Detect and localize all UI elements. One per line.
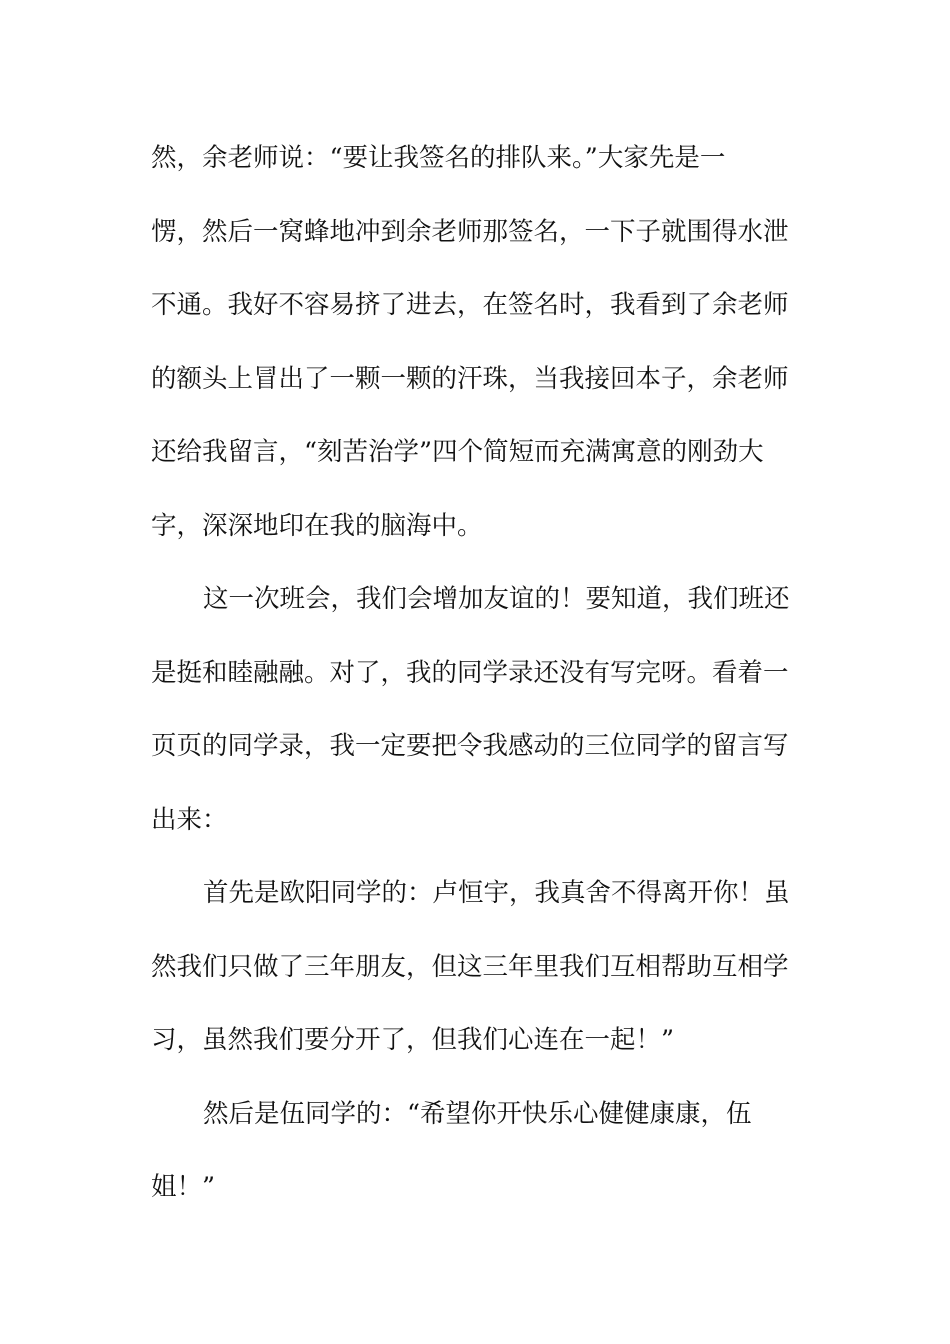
text-line: 是挺和睦融融。对了，我的同学录还没有写完呀。看着一 xyxy=(151,657,789,688)
paragraph-first-line: 这一次班会，我们会增加友谊的！要知道，我们班还 xyxy=(203,584,790,614)
text-line: 姐！” xyxy=(151,1172,216,1202)
text-line: 的额头上冒出了一颗一颗的汗珠，当我接回本子，余老师 xyxy=(151,363,789,394)
text-line: 不通。我好不容易挤了进去，在签名时，我看到了余老师 xyxy=(151,290,789,320)
text-line: 然，余老师说：“要让我签名的排队来。”大家先是一 xyxy=(151,143,726,173)
text-line: 出来： xyxy=(151,804,228,835)
text-line: 习，虽然我们要分开了，但我们心连在一起！” xyxy=(151,1025,675,1055)
text-line: 页页的同学录，我一定要把令我感动的三位同学的留言写 xyxy=(151,731,789,761)
text-line: 然我们只做了三年朋友，但这三年里我们互相帮助互相学 xyxy=(151,951,789,982)
text-line: 愣，然后一窝蜂地冲到余老师那签名，一下子就围得水泄 xyxy=(151,216,789,247)
paragraph-first-line: 然后是伍同学的：“希望你开快乐心健健康康，伍 xyxy=(203,1098,752,1129)
text-line: 还给我留言，“刻苦治学”四个简短而充满寓意的刚劲大 xyxy=(151,437,764,467)
document-body xyxy=(151,127,801,1230)
text-line: 字，深深地印在我的脑海中。 xyxy=(151,510,483,541)
paragraph-first-line: 首先是欧阳同学的：卢恒宇，我真舍不得离开你！虽 xyxy=(203,878,790,908)
